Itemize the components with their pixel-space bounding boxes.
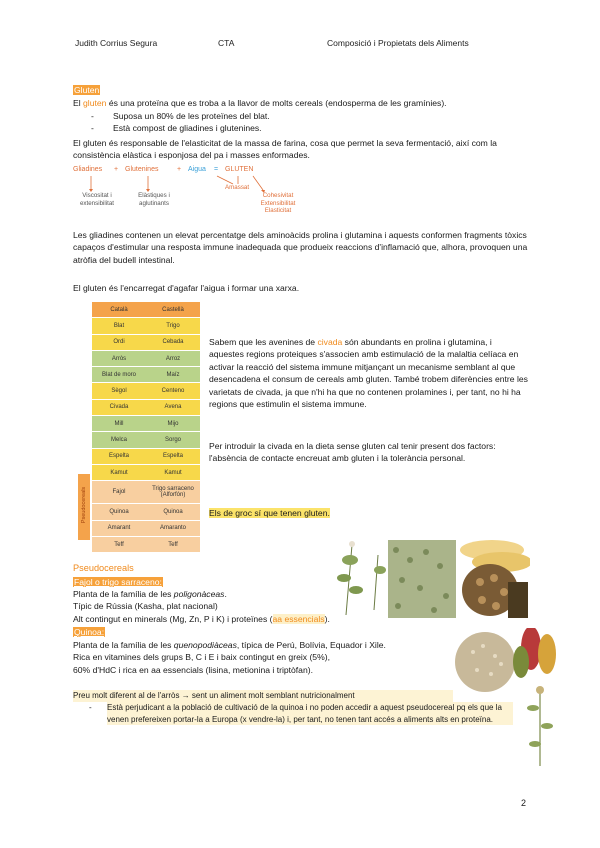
price-bullet: - Està perjudicant a la població de cultivació de la quinoa i no poden accedir a aquest pseudocereal pq els que la venen prefereixen portar-la a Europa (x vendre-la) i, per tant, no tenen tant accés a aliments alts en proteïna.	[93, 702, 513, 725]
table-cell: Fajol	[92, 481, 146, 504]
table-row	[92, 350, 200, 366]
table-row	[92, 448, 200, 464]
table-row	[92, 318, 200, 334]
table-cell: Trigo	[146, 318, 200, 334]
diagram-gliadines-props: Viscositat i extensibilitat	[79, 192, 115, 207]
gluten-intro: El gluten és una proteïna que es troba a la llavor de molts cereals (endosperma de les gramínies).	[73, 98, 447, 108]
diagram-gluten: GLUTEN	[225, 166, 254, 173]
cereal-table	[92, 302, 200, 553]
table-cell: Espelta	[146, 448, 200, 464]
avena-paragraph-2: Per introduir la civada en la dieta sense gluten cal tenir present dos factors: l'absència de contacte encreuat amb gluten i la tolerància personal.	[209, 441, 496, 464]
table-row	[92, 334, 200, 350]
header-topic: Composició i Propietats dels Aliments	[327, 38, 469, 48]
table-cell: Trigo sarraceno (Alforfón)	[146, 481, 200, 504]
diagram-aigua-props: Amassat	[225, 184, 250, 191]
diagram-gluten-props: Cohesivitat Extensibilitat Elasticitat	[260, 192, 296, 214]
table-row	[92, 432, 200, 448]
table-cell: Arroz	[146, 350, 200, 366]
avena-paragraph: Sabem que les avenines de civada són abundants en prolina i glutamina, i aquestes regions proteiques s'associen amb estimulació de la malaltia celíaca en activar la reacció del sistema immune mitjançant un mecanisme semblant al que desencadena el consum de cereals amb gluten. També trobem diferències entre les varietats de civada, ja que n'hi ha que no contenen prolamines i, per tant, no hi ha regions que estimulin el sistema immune.	[209, 337, 528, 410]
list-item: - Està compost de gliadines i glutenines.	[73, 122, 523, 134]
table-cell: Arròs	[92, 350, 146, 366]
table-cell: Kamut	[92, 464, 146, 480]
table-row	[92, 464, 200, 480]
table-row	[92, 504, 200, 520]
table-cell: Avena	[146, 399, 200, 415]
table-cell: Cebada	[146, 334, 200, 350]
table-row	[92, 367, 200, 383]
gluten-para2: Les gliadines contenen un elevat percentatge dels aminoàcids prolina i glutamina i aquests conformen fragments tòxics capaços d'estimular una resposta immune inadequada que produeix reaccions d'inflamació que, alhora, provoquen una atròfia del budell intestinal.	[73, 230, 528, 265]
gluten-heading: Gluten	[74, 85, 100, 95]
diagram-gliadines: Gliadines	[73, 166, 103, 173]
gluten-para3: El gluten és l'encarregat d'agafar l'aigua i formar una xarxa.	[73, 283, 300, 293]
table-cell: Blat de moro	[92, 367, 146, 383]
quinoa-text: Planta de la família de les quenopodiàceas, típica de Perú, Bolívia, Equador i Xile. Rica en vitamines dels grups B, C i E i baix contingut en greix (5%), 60% d'HdC i rica en aa essencials (lisina, metionina i triptòfan).	[73, 640, 386, 675]
table-cell: Melca	[92, 432, 146, 448]
table-row	[92, 520, 200, 536]
table-cell: Mijo	[146, 416, 200, 432]
diagram-glutenines-props: Elàstiques i aglutinants	[138, 192, 170, 207]
table-cell: Blat	[92, 318, 146, 334]
table-cell: Mill	[92, 416, 146, 432]
table-cell: Amarant	[92, 520, 146, 536]
table-header	[92, 302, 200, 318]
page-number: 2	[521, 798, 527, 808]
header-author: Judith Corrius Segura	[75, 38, 158, 48]
table-row	[92, 481, 200, 504]
table-cell: Teff	[92, 536, 146, 552]
diagram-aigua: Aigua	[188, 166, 206, 173]
table-cell: Sègol	[92, 383, 146, 399]
header-cell: Castellà	[146, 302, 200, 318]
pseudocereals-side-label: Pseudocereals	[78, 474, 90, 540]
table-row	[92, 399, 200, 415]
table-cell: Quinoa	[146, 504, 200, 520]
gluten-note: Els de groc sí que tenen gluten.	[209, 508, 330, 518]
diagram-glutenines: Glutenines	[125, 166, 159, 173]
header-cell: Català	[92, 302, 146, 318]
price-line: Preu molt diferent al de l'arròs → sent un aliment molt semblant nutricionalment	[73, 690, 453, 702]
table-cell: Maíz	[146, 367, 200, 383]
table-cell: Espelta	[92, 448, 146, 464]
fajol-text: Planta de la família de les poligonàceas. Típic de Rússia (Kasha, plat nacional) Alt contingut en minerals (Mg, Zn, P i K) i proteïnes (aa essencials).	[73, 589, 330, 624]
table-cell: Kamut	[146, 464, 200, 480]
table-cell: Teff	[146, 536, 200, 552]
table-cell: Sorgo	[146, 432, 200, 448]
table-cell: Amaranto	[146, 520, 200, 536]
fajol-heading: Fajol o trigo sarraceno:	[74, 577, 162, 587]
pseudocereals-heading: Pseudocereals	[73, 563, 134, 573]
gluten-diagram: Gliadines + Glutenines + Aigua = GLUTEN Viscositat i extensibilitat Elàstiques i aglutinants Amassat Cohesivitat Extensibilitat Elasticitat	[73, 164, 373, 224]
header-course: CTA	[218, 38, 235, 48]
gluten-bullets	[73, 110, 523, 135]
table-cell: Civada	[92, 399, 146, 415]
gluten-para1: El gluten és responsable de l'elasticitat de la massa de farina, cosa que permet la seva fermentació, així com la consistència elàstica i esponjosa del pa i masses enformades.	[73, 138, 497, 161]
quinoa-heading: Quinoa:	[74, 627, 105, 637]
table-cell: Centeno	[146, 383, 200, 399]
table-cell: Quinoa	[92, 504, 146, 520]
list-item: - Suposa un 80% de les proteïnes del blat.	[73, 110, 523, 122]
table-row	[92, 416, 200, 432]
table-row	[92, 536, 200, 552]
table-row	[92, 383, 200, 399]
table-cell: Ordi	[92, 334, 146, 350]
